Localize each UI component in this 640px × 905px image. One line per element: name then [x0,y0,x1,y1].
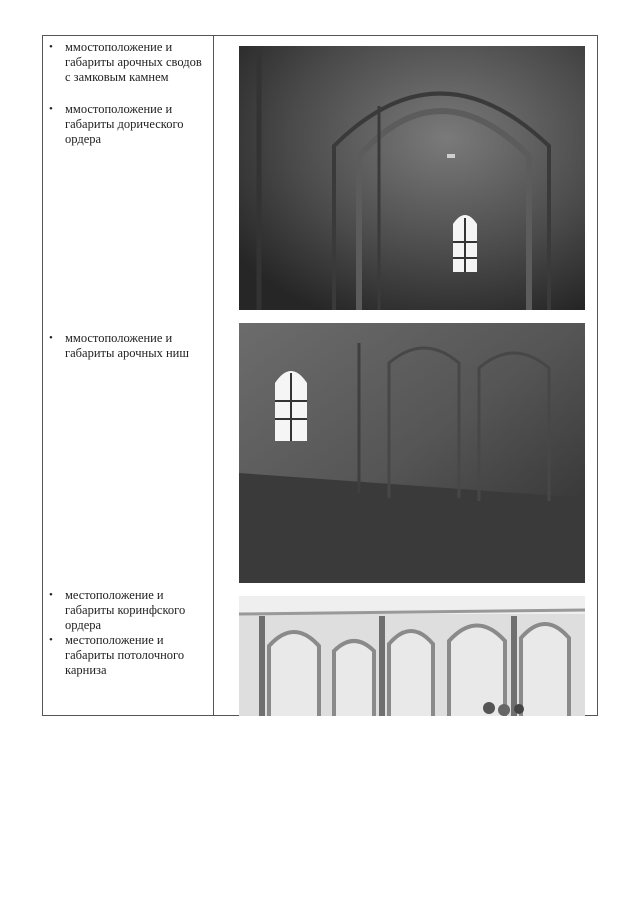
list-item [43,588,213,633]
feature-list-3 [43,588,213,678]
feature-list-2 [43,331,213,361]
bullet-icon: • [49,41,53,53]
list-item [43,633,213,678]
column-divider [213,36,214,715]
list-item [43,102,213,147]
list-item-text: местоположение и габариты коринфского ордера [65,588,186,632]
bullet-icon: • [49,103,53,115]
list-item-text: ммостоположение и габариты арочных ниш [65,331,189,360]
list-item [43,40,213,85]
list-item [43,331,213,361]
list-item-text: местоположение и габариты потолочного карниза [65,633,185,677]
interior-photo-1 [239,46,585,310]
feature-list-1 [43,40,213,147]
photo-arched-vaults [239,46,585,310]
bullet-icon: • [49,589,53,601]
list-item-text: ммостоположение и габариты дорического ордера [65,102,184,146]
bullet-icon: • [49,634,53,646]
interior-photo-2 [239,323,585,583]
bullet-icon: • [49,332,53,344]
photo-corinthian-hall [239,596,585,716]
document-table [42,35,598,716]
interior-photo-3 [239,596,585,716]
list-item-text: ммостоположение и габариты арочных сводов с замковым камнем [65,40,202,84]
photo-arched-niches [239,323,585,583]
